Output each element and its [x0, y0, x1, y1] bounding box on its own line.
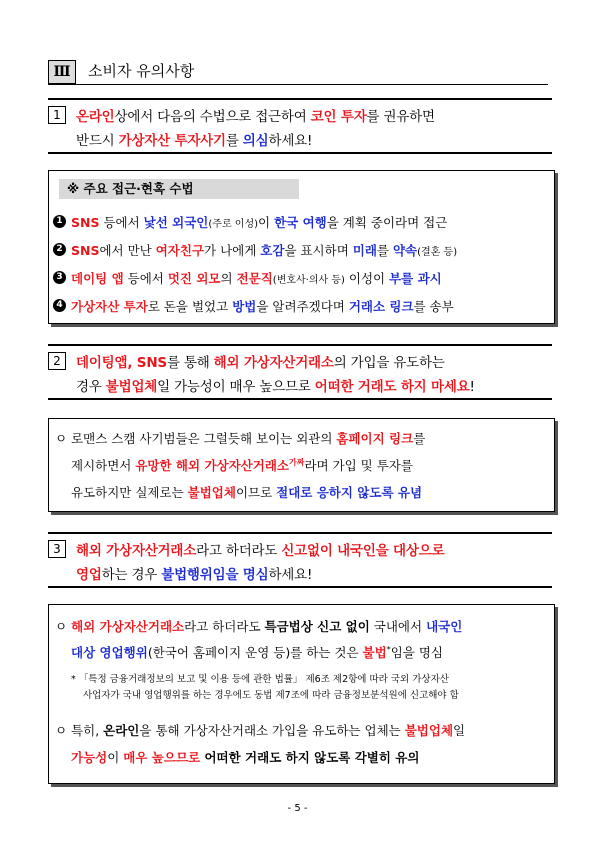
item3-number: 3	[48, 540, 66, 558]
item1-number: 1	[48, 106, 66, 124]
item1-line1: 온라인상에서 다음의 수법으로 접근하여 코인 투자를 권유하면	[76, 109, 435, 125]
method-row-1: SNS 등에서 낯선 외국인(주로 이성)이 한국 여행을 계획 중이라며 접근	[71, 215, 448, 230]
section-title: 소비자 유의사항	[88, 62, 195, 80]
foreign-exchange-box	[48, 604, 555, 784]
page-number: - 5 -	[287, 803, 308, 814]
item2-heading	[48, 344, 552, 400]
box2-line2: 제시하면서 유망한 해외 가상자산거래소$^{가짜}$라며 가입 및 투자를	[71, 457, 413, 473]
item3-line2: 영업하는 경우 불법행위임을 명심하세요!	[76, 567, 313, 583]
box3-line1: ㅇ 해외 가상자산거래소라고 하더라도 특금법상 신고 없이 국내에서 내국인	[55, 619, 463, 634]
item2-number: 2	[48, 352, 66, 370]
item1-heading	[48, 98, 552, 154]
box3-footnote-1: * 「특정 금융거래정보의 보고 및 이용 등에 관한 법률」 제6조 제2항에 따라 국외 가상자산	[71, 674, 449, 685]
box1-title: ※ 주요 접근·현혹 수법	[59, 179, 299, 199]
bullet-2-icon: 2	[53, 243, 66, 256]
bullet-3-icon: 3	[53, 271, 66, 284]
method-row-3: 데이팅 앱 등에서 멋진 외모의 전문직(변호사·의사 등) 이성이 부를 과시	[71, 271, 442, 286]
section-header	[48, 60, 548, 85]
box3-line2: 대상 영업행위(한국어 홈페이지 운영 등)를 하는 것은 불법*임을 명심	[71, 644, 443, 660]
box2-line3: 유도하지만 실제로는 불법업체이므로 절대로 응하지 않도록 유념	[71, 485, 423, 500]
item2-line1: 데이팅앱, SNS를 통해 해외 가상자산거래소의 가입을 유도하는	[76, 355, 445, 371]
box3-footnote-2: 사업자가 국내 영업행위를 하는 경우에도 동법 제7조에 따라 금융정보분석원에 신고해야 함	[83, 690, 459, 701]
method-row-2: SNS에서 만난 여자친구가 나에게 호감을 표시하며 미래를 약속(결혼 등)	[71, 243, 458, 258]
access-methods-box	[48, 170, 555, 324]
section-number: Ⅲ	[48, 60, 76, 84]
item3-line1: 해외 가상자산거래소라고 하더라도 신고없이 내국인을 대상으로	[76, 543, 445, 559]
bullet-1-icon: 1	[53, 215, 66, 228]
box2-line1: ㅇ 로맨스 스캠 사기범들은 그럴듯해 보이는 외관의 홈페이지 링크를	[55, 431, 426, 446]
bullet-4-icon: 4	[53, 299, 66, 312]
box3-line3: ㅇ 특히, 온라인을 통해 가상자산거래소 가입을 유도하는 업체는 불법업체일	[55, 723, 466, 738]
box3-line4: 가능성이 매우 높으므로 어떠한 거래도 하지 않도록 각별히 유의	[71, 750, 420, 765]
item3-heading	[48, 532, 552, 588]
romance-scam-box	[48, 418, 555, 512]
method-row-4: 가상자산 투자로 돈을 벌었고 방법을 알려주겠다며 거래소 링크를 송부	[71, 299, 454, 314]
item1-line2: 반드시 가상자산 투자사기를 의심하세요!	[76, 133, 313, 149]
item2-line2: 경우 불법업체일 가능성이 매우 높으므로 어떠한 거래도 하지 마세요!	[76, 379, 475, 395]
